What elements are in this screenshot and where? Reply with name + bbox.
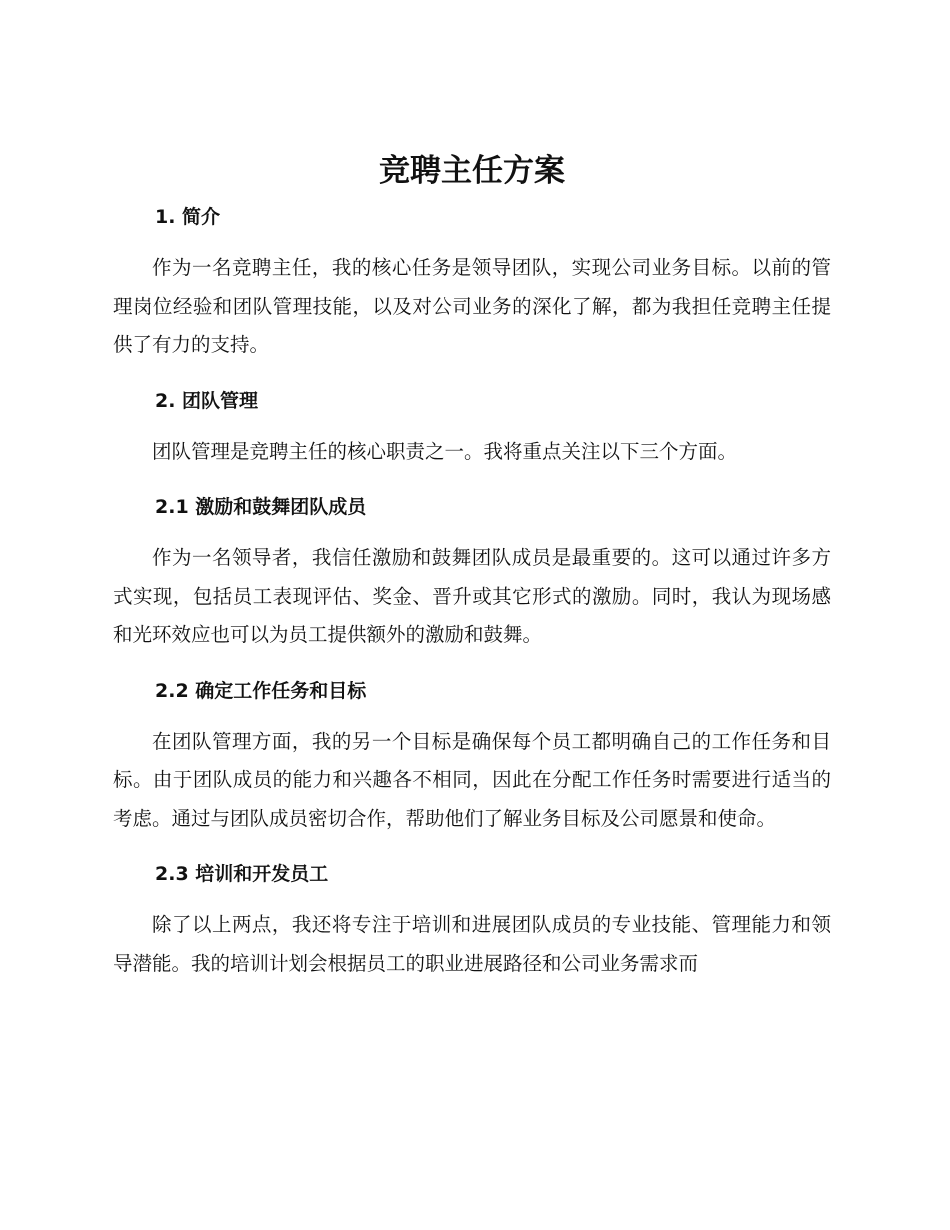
section-paragraph: 团队管理是竞聘主任的核心职责之一。我将重点关注以下三个方面。 [152,439,738,463]
section-heading: 2.2 确定工作任务和目标 [155,679,367,702]
section-introduction [113,203,831,365]
section-motivate-team [113,493,831,655]
section-team-management [113,387,831,472]
section-heading: 1. 简介 [155,206,221,228]
section-tasks-goals [113,677,831,839]
document-body [113,147,831,983]
section-heading: 2.3 培训和开发员工 [155,863,329,885]
section-paragraph: 在团队管理方面，我的另一个目标是确保每个员工都明确自己的工作任务和目标。由于团队成员的能力和兴趣各不相同，因此在分配工作任务时需要进行适当的考虑。通过与团队成员密切合作，帮助他们了解业务目标及公司愿景和使命。 [113,729,831,830]
document-title: 竞聘主任方案 [379,153,565,189]
section-paragraph: 除了以上两点，我还将专注于培训和进展团队成员的专业技能、管理能力和领导潜能。我的培训计划会根据员工的职业进展路径和公司业务需求而 [113,913,831,975]
section-heading: 2. 团队管理 [155,389,259,412]
section-heading: 2.1 激励和鼓舞团队成员 [155,496,367,518]
section-paragraph: 作为一名领导者，我信任激励和鼓舞团队成员是最重要的。这可以通过许多方式实现，包括员工表现评估、奖金、晋升或其它形式的激励。同时，我认为现场感和光环效应也可以为员工提供额外的激励和鼓舞。 [113,546,831,646]
section-paragraph: 作为一名竞聘主任，我的核心任务是领导团队，实现公司业务目标。以前的管理岗位经验和团队管理技能，以及对公司业务的深化了解，都为我担任竞聘主任提供了有力的支持。 [113,256,831,356]
section-training [113,860,831,983]
